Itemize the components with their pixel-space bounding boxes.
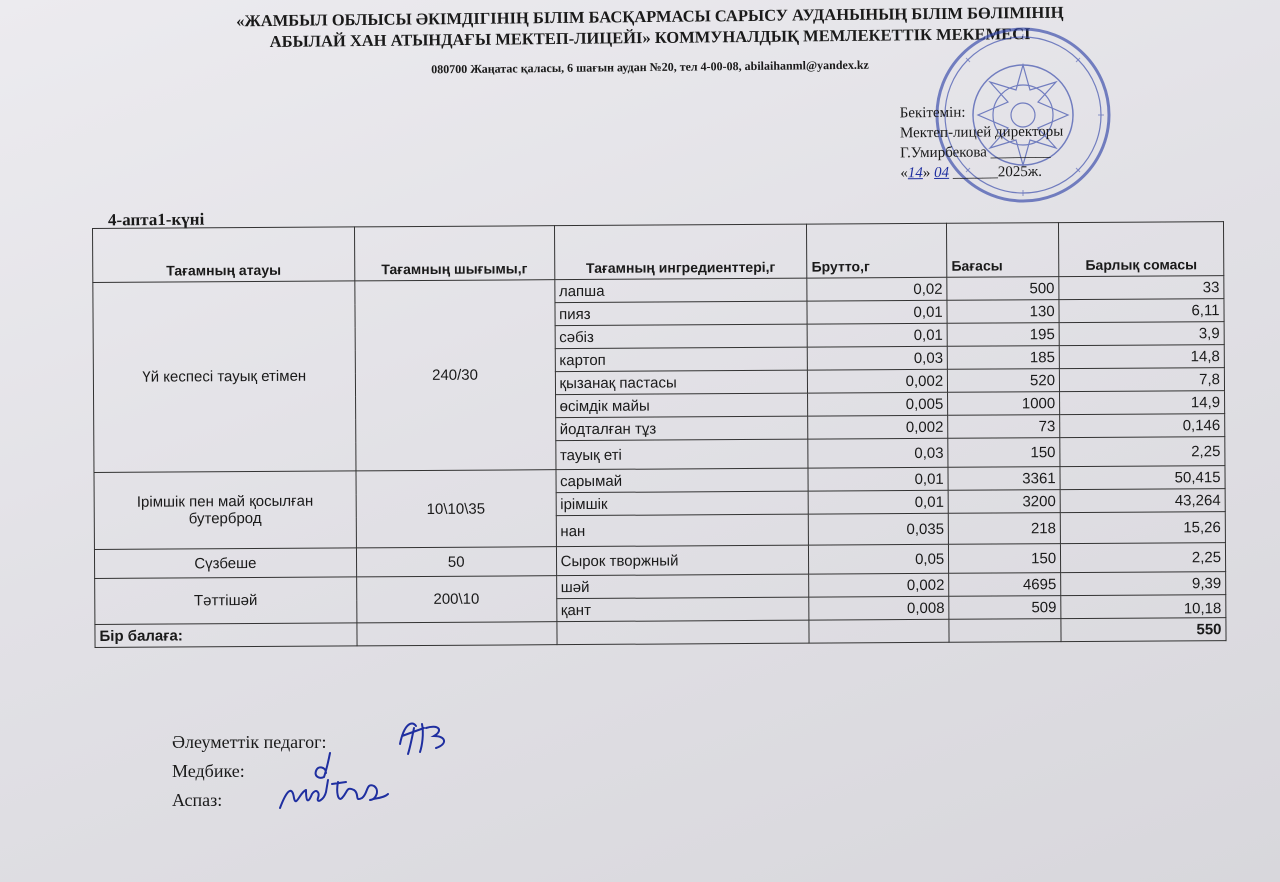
dish-yield: 50 — [356, 547, 556, 577]
header-yield: Тағамның шығымы,г — [354, 226, 554, 281]
ingredient-name: сарымай — [556, 468, 809, 493]
ingredient-sum: 50,415 — [1060, 466, 1225, 490]
ingredient-brutto: 0,03 — [808, 346, 948, 370]
ingredient-price: 195 — [947, 323, 1059, 347]
ingredient-price: 520 — [948, 369, 1060, 393]
ingredient-name: қызанақ пастасы — [555, 370, 808, 395]
signature-social-pedagogue — [172, 728, 327, 757]
ingredient-sum: 14,8 — [1059, 345, 1224, 369]
dish-name: Үй кеспесі тауық етімен — [93, 281, 356, 473]
ingredient-name: сәбіз — [555, 324, 808, 349]
signature-cook — [172, 786, 327, 815]
dish-yield: 240/30 — [355, 280, 556, 471]
ingredient-sum: 15,26 — [1060, 512, 1225, 544]
ingredient-name: өсімдік майы — [555, 393, 808, 418]
approval-date: «14» 04 ______2025ж. — [900, 163, 1043, 182]
ingredient-price: 1000 — [948, 392, 1060, 416]
total-value: 550 — [1061, 618, 1226, 642]
handwritten-signature-icon — [394, 714, 454, 760]
header-total: Барлық сомасы — [1059, 222, 1224, 277]
ingredient-price: 130 — [947, 300, 1059, 324]
ingredient-sum: 2,25 — [1061, 543, 1226, 573]
ingredient-brutto: 0,01 — [807, 323, 947, 347]
ingredient-sum: 14,9 — [1060, 391, 1225, 415]
approval-position: Мектеп-лицей директоры — [899, 123, 1064, 142]
header-price: Бағасы — [947, 223, 1059, 278]
total-empty-cell — [556, 620, 809, 645]
dish-yield: 10\10\35 — [356, 470, 556, 548]
day-title: 4-апта1-күні — [107, 209, 205, 230]
ingredient-brutto: 0,01 — [807, 300, 947, 324]
ingredient-price: 3200 — [948, 490, 1060, 514]
ingredient-name: тауық еті — [555, 439, 808, 470]
org-address: 080700 Жаңатас қаласы, 6 шағын аудан №20, тел 4-00-08, abilaihanml@yandex.kz — [431, 57, 869, 77]
ingredient-name: нан — [556, 514, 809, 547]
signature-label: Аспаз: — [172, 790, 223, 810]
approval-director-name: Г.Умирбекова ________ — [900, 143, 1051, 162]
signature-label: Медбике: — [172, 761, 245, 781]
dish-yield: 200\10 — [356, 576, 556, 623]
ingredient-brutto: 0,01 — [808, 467, 948, 491]
header-dish: Тағамның атауы — [93, 227, 355, 283]
approval-title: Бекітемін: — [899, 104, 966, 122]
ingredient-name: ірімшік — [556, 491, 809, 516]
header-ingredients: Тағамның ингредиенттері,г — [554, 224, 807, 280]
approval-date-month: 04 — [933, 164, 950, 182]
ingredient-name: пияз — [554, 301, 807, 326]
ingredient-sum: 3,9 — [1059, 322, 1224, 346]
ingredient-brutto: 0,02 — [807, 277, 947, 301]
ingredient-brutto: 0,03 — [808, 438, 948, 468]
ingredient-sum: 7,8 — [1059, 368, 1224, 392]
ingredient-brutto: 0,005 — [808, 392, 948, 416]
ingredient-price: 218 — [948, 513, 1060, 545]
ingredient-brutto: 0,05 — [809, 544, 949, 574]
ingredient-name: картоп — [555, 347, 808, 372]
ingredient-price: 185 — [947, 346, 1059, 370]
org-name-line-2: АБЫЛАЙ ХАН АТЫНДАҒЫ МЕКТЕП-ЛИЦЕЙІ» КОММУНАЛДЫҚ МЕМЛЕКЕТТІК МЕКЕМЕСІ — [269, 24, 1031, 51]
ingredient-sum: 6,11 — [1059, 299, 1224, 323]
ingredient-price: 3361 — [948, 467, 1060, 491]
ingredient-name: шәй — [556, 574, 809, 599]
ingredient-name: қант — [556, 597, 809, 622]
approval-block — [900, 101, 1161, 184]
total-empty-cell — [357, 622, 557, 646]
ingredient-price: 150 — [949, 544, 1061, 574]
ingredient-sum: 2,25 — [1060, 437, 1225, 467]
ingredient-brutto: 0,008 — [809, 596, 949, 620]
header-brutto: Брутто,г — [807, 223, 947, 278]
total-label: Бір балаға: — [95, 623, 357, 648]
dish-name: Сүзбеше — [94, 548, 356, 579]
ingredient-sum: 33 — [1059, 276, 1224, 300]
ingredient-name: Сырок творжный — [556, 545, 809, 576]
menu-table — [92, 221, 1227, 648]
table-header-row — [93, 222, 1224, 283]
ingredient-price: 500 — [947, 277, 1059, 301]
handwritten-signature-icon — [276, 768, 396, 816]
ingredient-sum: 10,18 — [1061, 595, 1226, 619]
ingredient-name: йодталған тұз — [555, 416, 808, 441]
org-name-line-1: «ЖАМБЫЛ ОБЛЫСЫ ӘКІМДІГІНІҢ БІЛІМ БАСҚАРМАСЫ САРЫСУ АУДАНЫНЫҢ БІЛІМ БӨЛІМІНІҢ — [236, 2, 1064, 31]
ingredient-sum: 43,264 — [1060, 489, 1225, 513]
ingredient-name: лапша — [554, 278, 807, 303]
ingredient-sum: 9,39 — [1061, 572, 1226, 596]
ingredient-brutto: 0,01 — [808, 490, 948, 514]
total-empty-cell — [949, 619, 1061, 643]
total-empty-cell — [809, 619, 949, 643]
ingredient-brutto: 0,002 — [809, 573, 949, 597]
ingredient-price: 150 — [948, 438, 1060, 468]
ingredient-brutto: 0,035 — [809, 513, 949, 545]
ingredient-price: 4695 — [949, 573, 1061, 597]
ingredient-price: 509 — [949, 596, 1061, 620]
menu-table-container — [92, 221, 1227, 648]
signatures-block — [172, 728, 327, 815]
dish-name: Ірімшік пен май қосылған бутерброд — [94, 471, 356, 550]
approval-date-day: 14 — [907, 165, 923, 182]
ingredient-brutto: 0,002 — [808, 415, 948, 439]
dish-name: Тәттішәй — [95, 577, 357, 625]
ingredient-price: 73 — [948, 415, 1060, 439]
signature-label: Әлеуметтік педагог: — [172, 732, 327, 752]
ingredient-sum: 0,146 — [1060, 414, 1225, 438]
ingredient-brutto: 0,002 — [808, 369, 948, 393]
